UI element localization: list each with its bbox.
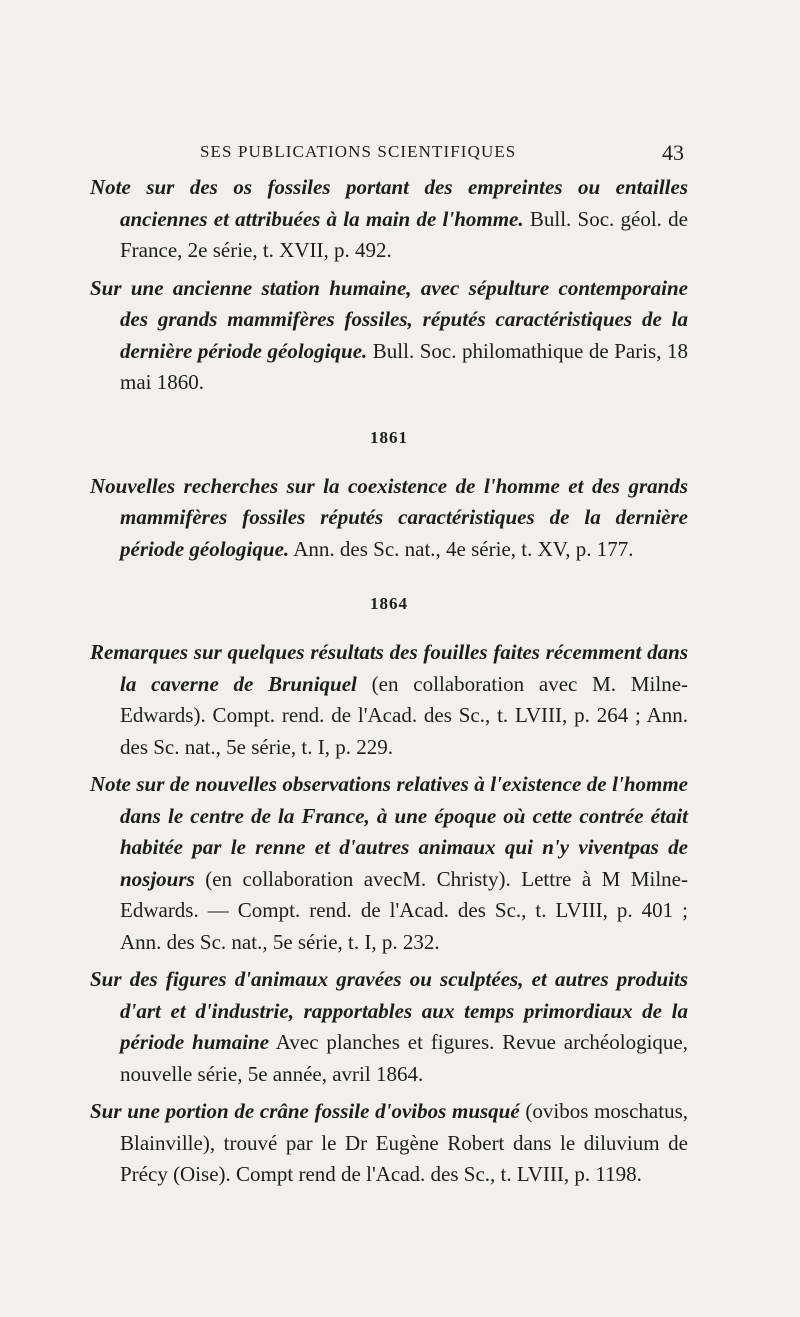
year-heading: 1864 bbox=[370, 594, 408, 613]
entry-citation: (en collaboration avecM. Christy). Lettre à M Milne-Edwards. — Compt. rend. de l'Acad. des Sc., t. LVIII, p. 401 ; Ann. des Sc. nat., 5e série, t. I, p. 232. bbox=[120, 866, 688, 954]
entry-title: Note sur des os fossiles portant des empreintes ou entailles anciennes et attribuées à la main de l'homme. bbox=[90, 175, 688, 231]
year-heading: 1861 bbox=[370, 427, 408, 447]
bibliography-list bbox=[90, 172, 688, 1197]
page-number: 43 bbox=[662, 140, 684, 165]
bibliography-entry bbox=[90, 172, 688, 267]
bibliography-entry bbox=[90, 273, 688, 399]
entry-citation: Bull. Soc. géol. de France, 2e série, t. XVII, p. 492. bbox=[120, 206, 688, 262]
entry-citation: Bull. Soc. philomathique de Paris, 18 mai 1860. bbox=[120, 338, 688, 394]
bibliography-entry bbox=[90, 769, 688, 958]
entry-citation: (en collaboration avec M. Milne-Edwards). Compt. rend. de l'Acad. des Sc., t. LVIII, p. 264 ; Ann. des Sc. nat., 5e série, t. I, p. 229. bbox=[120, 671, 689, 759]
entry-citation: Ann. des Sc. nat., 4e série, t. XV, p. 177. bbox=[289, 536, 634, 561]
entry-citation: (ovibos moschatus, Blainville), trouvé par le Dr Eugène Robert dans le diluvium de Précy (Oise). Compt rend de l'Acad. des Sc., t. LVIII, p. 1198. bbox=[120, 1099, 688, 1186]
entry-title: Nouvelles recherches sur la coexistence de l'homme et des grands mammifères fossiles réputés caractéristiques de la dernière période géologique. bbox=[90, 473, 688, 561]
entry-citation: Avec planches et figures. Revue archéologique, nouvelle série, 5e année, avril 1864. bbox=[120, 1030, 688, 1086]
entry-title: Sur une ancienne station humaine, avec sépulture contemporaine des grands mammifères fossiles, réputés caractéristiques de la dernière période géologique. bbox=[90, 275, 688, 363]
entry-title: Sur des figures d'animaux gravées ou sculptées, et autres produits d'art et d'industrie, rapportables aux temps primordiaux de la période humaine bbox=[90, 967, 688, 1054]
bibliography-entry bbox=[90, 637, 688, 763]
bibliography-entry bbox=[90, 471, 688, 566]
entry-title: Sur une portion de crâne fossile d'ovibos musqué bbox=[90, 1099, 520, 1123]
entry-title: Note sur de nouvelles observations relatives à l'existence de l'homme dans le centre de la France, à une époque où cette contrée était habitée par le renne et d'autres animaux qui n'y viventpas de nosjours bbox=[90, 772, 688, 891]
entry-title: Remarques sur quelques résultats des fouilles faites récemment dans la caverne de Bruniquel bbox=[90, 640, 688, 696]
running-head bbox=[80, 140, 684, 166]
bibliography-entry bbox=[90, 1096, 688, 1191]
bibliography-entry bbox=[90, 964, 688, 1090]
running-title: SES PUBLICATIONS SCIENTIFIQUES bbox=[200, 142, 517, 161]
